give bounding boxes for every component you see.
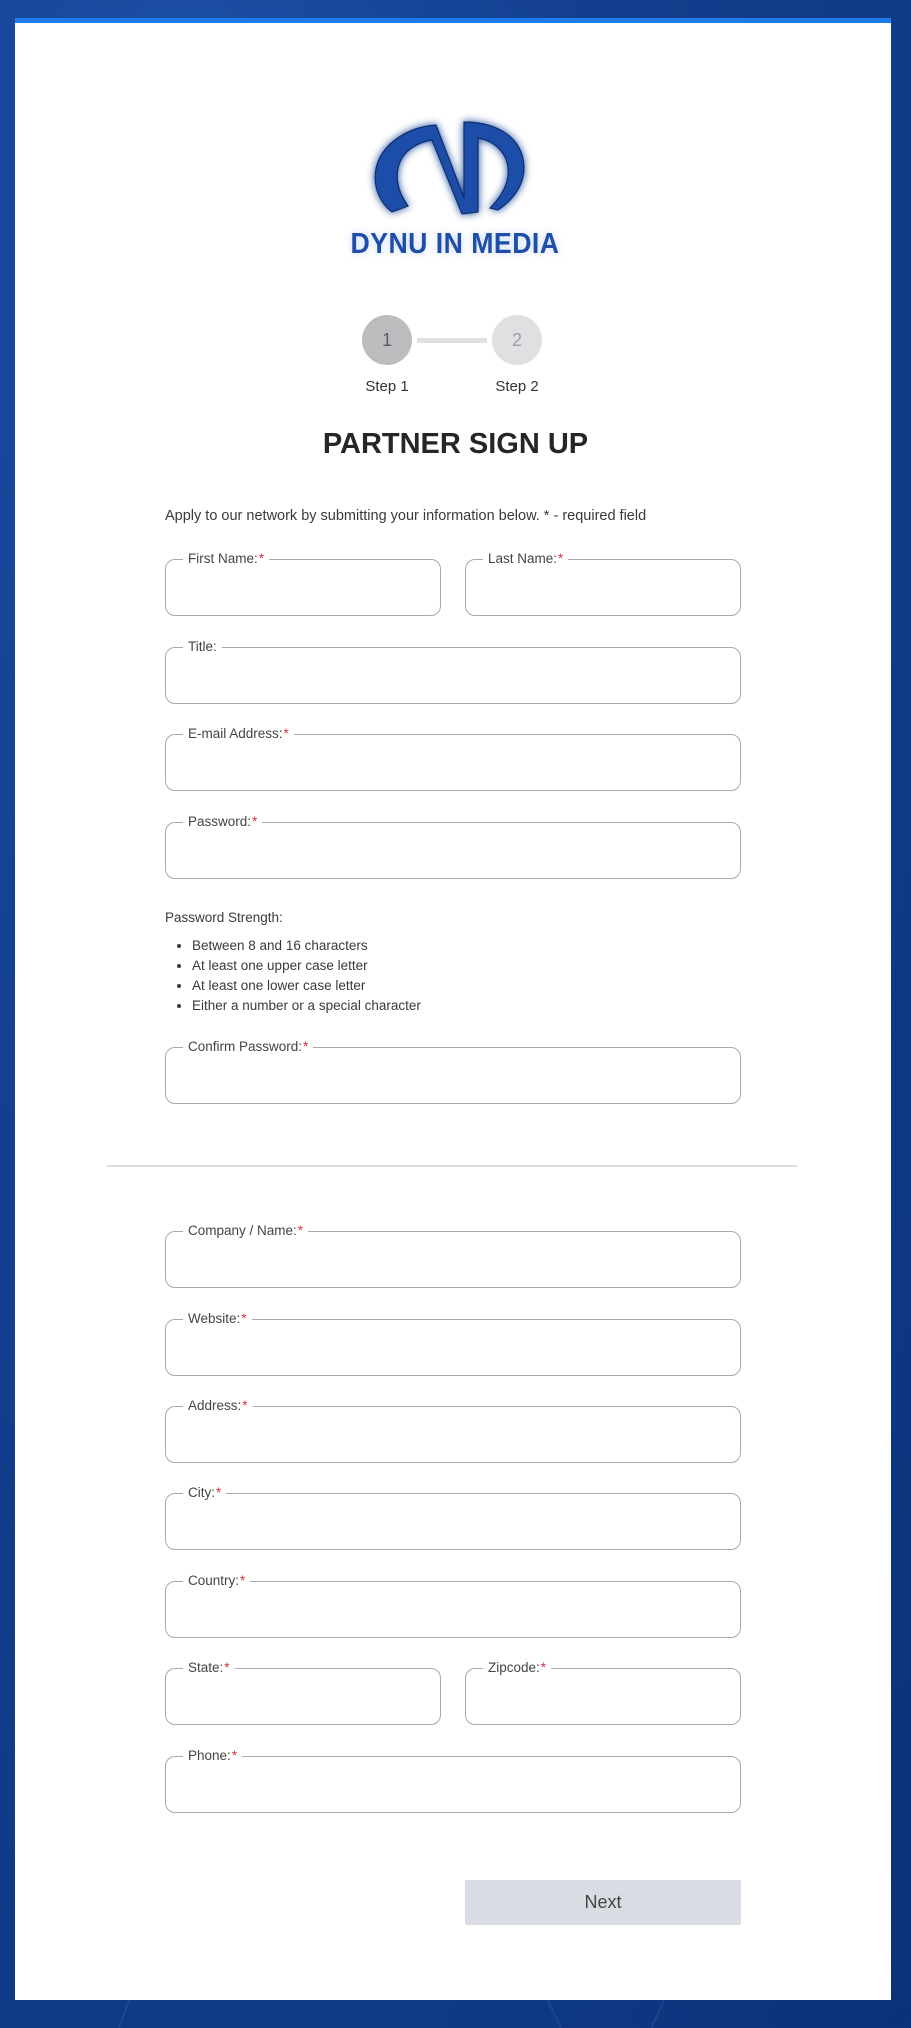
- phone-label: Phone:*: [188, 1748, 238, 1763]
- intro-text: Apply to our network by submitting your information below. * - required field: [165, 508, 647, 524]
- zipcode-label: Zipcode:*: [488, 1660, 547, 1675]
- city-input[interactable]: [180, 1504, 726, 1544]
- required-marker: *: [283, 726, 289, 741]
- page-title: PARTNER SIGN UP: [322, 428, 589, 460]
- title-input[interactable]: [180, 658, 726, 698]
- required-marker: *: [242, 1398, 248, 1413]
- email-field: [165, 727, 741, 791]
- brand-name: DYNU IN MEDIA: [350, 228, 560, 260]
- password-input[interactable]: [180, 833, 726, 873]
- password-field: [165, 815, 741, 879]
- company-field: [165, 1224, 741, 1288]
- password-rule: • Between 8 and 16 characters: [192, 936, 421, 956]
- brand-logo: [340, 110, 570, 270]
- address-input[interactable]: [180, 1417, 726, 1457]
- required-marker: *: [558, 551, 564, 566]
- company-label: Company / Name:*: [188, 1223, 304, 1238]
- required-marker: *: [540, 1660, 547, 1675]
- website-field: [165, 1312, 741, 1376]
- required-marker: *: [303, 1039, 309, 1054]
- confirm-password-label: Confirm Password:*: [188, 1039, 309, 1054]
- phone-input[interactable]: [180, 1767, 726, 1807]
- first-name-input[interactable]: [180, 570, 426, 610]
- company-input[interactable]: [180, 1242, 726, 1282]
- title-label: Title:: [188, 639, 217, 654]
- password-rule: • Either a number or a special character: [192, 996, 421, 1016]
- city-label: City:*: [188, 1485, 222, 1500]
- step-2-number: 2: [511, 329, 522, 350]
- step-2-indicator: [492, 315, 542, 365]
- required-marker: *: [252, 814, 258, 829]
- last-name-field: [465, 552, 741, 616]
- last-name-label: Last Name:*: [488, 551, 564, 566]
- email-label: E-mail Address:*: [188, 726, 289, 741]
- required-marker: *: [240, 1573, 246, 1588]
- address-label: Address:*: [188, 1398, 248, 1413]
- progress-stepper: [362, 315, 562, 400]
- zipcode-field: [465, 1661, 741, 1725]
- password-rule: • At least one lower case letter: [192, 976, 421, 996]
- country-input[interactable]: [180, 1592, 726, 1632]
- first-name-field: [165, 552, 441, 616]
- website-label: Website:*: [188, 1311, 247, 1326]
- website-input[interactable]: [180, 1330, 726, 1370]
- title-field: [165, 640, 741, 704]
- required-marker: *: [241, 1311, 247, 1326]
- state-field: [165, 1661, 441, 1725]
- required-marker: *: [258, 551, 265, 566]
- zipcode-input[interactable]: [480, 1679, 726, 1719]
- last-name-input[interactable]: [480, 570, 726, 610]
- dynu-monogram-icon: [340, 110, 570, 225]
- phone-field: [165, 1749, 741, 1813]
- password-rules-list: [192, 936, 421, 1016]
- password-strength-title: Password Strength:: [165, 910, 283, 925]
- confirm-password-input[interactable]: [180, 1058, 726, 1098]
- address-field: [165, 1399, 741, 1463]
- section-divider: [107, 1165, 797, 1167]
- first-name-label: First Name:*: [188, 551, 265, 566]
- step-1-number: 1: [381, 329, 392, 350]
- country-field: [165, 1574, 741, 1638]
- city-field: [165, 1486, 741, 1550]
- step-1-label: Step 1: [365, 378, 409, 395]
- required-marker: *: [224, 1660, 230, 1675]
- email-input[interactable]: [180, 745, 726, 785]
- next-button[interactable]: Next: [465, 1880, 741, 1925]
- state-label: State:*: [188, 1660, 230, 1675]
- password-label: Password:*: [188, 814, 258, 829]
- step-1-indicator: [362, 315, 412, 365]
- required-marker: *: [231, 1748, 238, 1763]
- password-rule: • At least one upper case letter: [192, 956, 421, 976]
- step-2-label: Step 2: [495, 378, 539, 395]
- step-connector: [417, 338, 487, 343]
- required-marker: *: [216, 1485, 222, 1500]
- country-label: Country:*: [188, 1573, 246, 1588]
- required-marker: *: [297, 1223, 304, 1238]
- state-input[interactable]: [180, 1679, 426, 1719]
- confirm-password-field: [165, 1040, 741, 1104]
